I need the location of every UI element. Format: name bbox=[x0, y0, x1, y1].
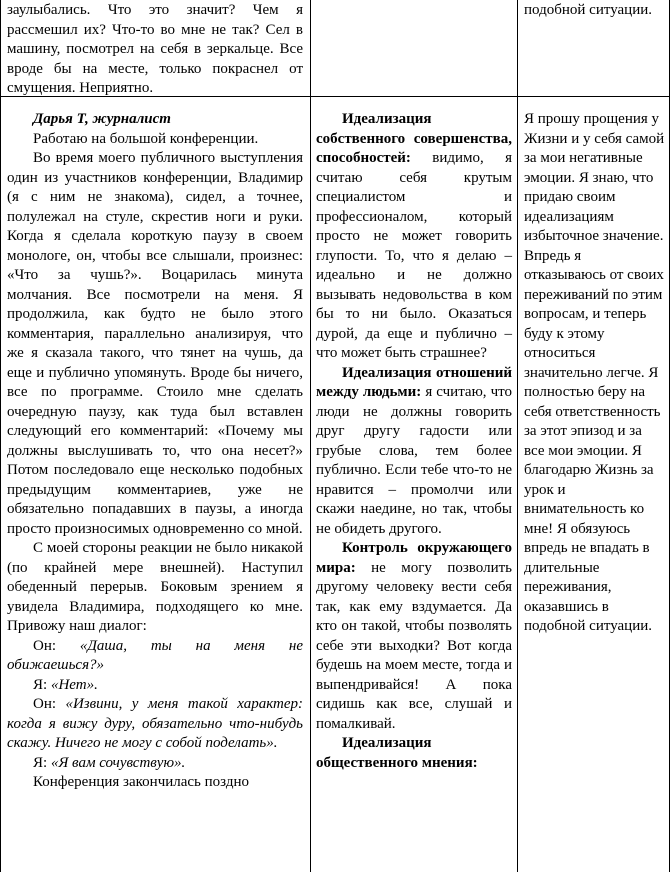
idealization-block bbox=[316, 364, 512, 540]
story-paragraph-4: Конференция закончилась поздно bbox=[33, 774, 249, 790]
dialog-quote: «Извини, у меня такой характер: когда я вижу дуру, обязательно что-нибудь скажу. Ничего не могу с собой поделать». bbox=[7, 696, 304, 751]
dialog-quote: «Я вам сочувствую». bbox=[50, 754, 186, 771]
dialog-speaker: Он: bbox=[33, 696, 57, 712]
idealization-block bbox=[316, 539, 512, 734]
idealization-text: видимо, я считаю себя крутым специалистом и профессионалом, который просто не может говорить глупости. То, что я делаю – идеально и не должно вызывать недовольства в ком бы то ни было. Оказаться дурой, да еще и публично – что может быть страшнее? bbox=[316, 150, 512, 361]
idealization-heading: Идеализация отношений между людьми: bbox=[316, 364, 512, 400]
affirmation-text: Я прошу прощения у Жизни и у себя самой за мои негативные эмоции. Я знаю, что придаю своим идеализациям избыточное значение. Впредь я отказываюсь от своих переживаний по этим вопросам, и теперь буду к этому относиться значительно легче. Я полностью беру на себя ответственность за этот эпизод и за все мои эмоции. Я благодарю Жизнь за урок и внимательность ко мне! Я обязуюсь впредь не впадать в длительные переживания, оказавшись в подобной ситуации. bbox=[524, 111, 665, 634]
idealization-heading: Контроль окружающего мира: bbox=[316, 540, 512, 576]
story-continuation-text: заулыбались. Что это значит? Чем я рассмешил их? Что-то во мне не так? Сел в машину, посмотрел на себя в зеркальце. Все вроде бы на месте, только покраснел от смущения. Неприятно. bbox=[7, 2, 303, 96]
dialog-quote: «Нет». bbox=[50, 676, 98, 693]
story-author: Дарья Т, журналист bbox=[33, 111, 171, 127]
dialog-speaker: Он: bbox=[33, 637, 57, 654]
dialog-line bbox=[7, 695, 303, 754]
idealization-text: я считаю, что люди не должны говорить друг другу гадости или грубые слова, тем более публично. Если тебе что-то не нравится – промолчи или скажи наедине, но так, чтобы не обидеть другого. bbox=[316, 384, 512, 537]
idealization-block bbox=[316, 110, 512, 364]
dialog-quote: «Даша, ты на меня не обижаешься?» bbox=[7, 637, 304, 673]
idealization-heading: Идеализация общественного мнения: bbox=[316, 735, 478, 771]
story-paragraph-1: Работаю на большой конференции. bbox=[33, 130, 259, 147]
idealization-text: не могу позволить другому человеку вести себя так, как ему вздумается. Да кто он такой, чтобы позволять себе эти выходки? Вот когда будешь на моем месте, тогда и выпендривайся! А пока сидишь как все, слушай и помалкивай. bbox=[316, 559, 512, 732]
row1-story-cell bbox=[0, 0, 311, 97]
story-column bbox=[0, 97, 311, 872]
dialog-speaker: Я: bbox=[33, 754, 48, 771]
affirmation-tail-text: подобной ситуации. bbox=[524, 2, 652, 18]
dialog-line bbox=[7, 676, 303, 696]
idealization-heading: Идеализация собственного совершенства, способностей: bbox=[316, 111, 512, 166]
story-paragraph-2: Во время моего публичного выступления один из участников конференции, Владимир (я с ним не знакома), сидел, а точнее, полулежал на стуле, скрестив ноги и руки. Когда я сделала короткую паузу в своем монологе, он, чтобы все слышали, произнес: «Что за чушь?». Воцарилась минута молчания. Все посмотрели на меня. Я продолжила, как будто не было этого комментария, параллельно анализируя, что же я сказала такого, что тянет на чушь, да еще и публично упомянуть. Вроде бы ничего, все по программе. Стоило мне сделать очередную паузу, как туда был вставлен следующий его комментарий: «Почему мы должны выслушивать то, что она несет?» Потом последовало еще несколько подобных предыдущим комментариев, уже не обязательно попадавших в паузы, а иногда просто произносимых одновременно со мной. bbox=[7, 150, 303, 537]
dialog-line bbox=[7, 754, 303, 774]
story-paragraph-3: С моей стороны реакции не было никакой (по крайней мере внешней). Наступил обеденный перерыв. Боковым зрением я увидела Владимира, подходящего ко мне. Привожу наш диалог: bbox=[7, 540, 303, 634]
dialog-speaker: Я: bbox=[33, 676, 48, 693]
idealization-block bbox=[316, 734, 512, 773]
dialog-line bbox=[7, 637, 303, 676]
row1-empty-cell bbox=[311, 0, 518, 97]
affirmation-column bbox=[518, 97, 670, 872]
idealization-column bbox=[311, 97, 518, 872]
row1-affirmation-tail bbox=[518, 0, 670, 97]
